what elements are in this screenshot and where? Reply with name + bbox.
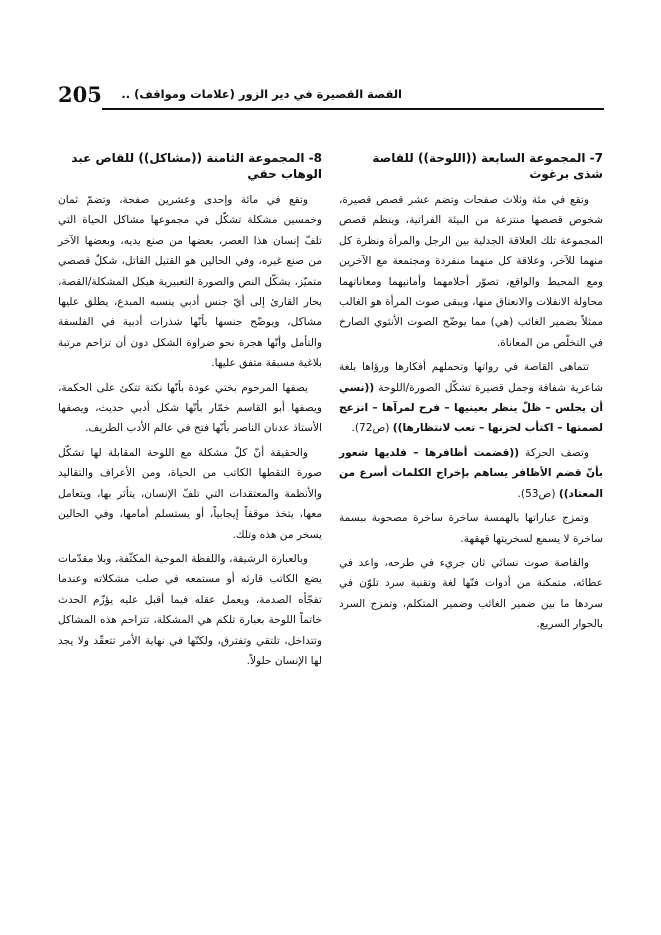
running-title: القصة القصيرة في دير الزور (علامات ومواقف) ..	[121, 87, 402, 101]
section-7-paragraph	[339, 443, 603, 504]
page-number: 205	[58, 82, 102, 107]
page-header	[58, 82, 604, 116]
section-7-paragraph: وتقع في مئة وثلاث صفحات وتضم عشر قصص قصيرة، شخوص قصصها منتزعة من البيئة الفراتية، وينظم قصص المجموعة تلك العلاقة الجدلية بين الرجل والمرأة ونظرة كل منهما للآخر، وعلاقة كل منهما منفردة ومجتمعة مع الآخرين ومع المحيط والواقع، تصوّر أحلامهما وأمانيهما ومعاناتهما محاولة الانفلات والانعتاق منها، ويبقى صوت المرأة هو الغالب ممثلاً بضمير الغائب (هي) مما يوضّح الصوت الأنثوي الصارخ في التخلّص من المعاناة.	[339, 194, 603, 349]
section-8-paragraph: يصفها المرحوم بختي عودة بأنّها نكتة تتكئ على الحكمة، ويصفها أبو القاسم خمّار بأنّها شكل أدبي حديث، ويصفها الأستاذ عدنان الناصر بأنّها فتح في عالم الأدب الطريف.	[58, 381, 322, 435]
quote-reference: (ص72).	[351, 422, 390, 435]
section-7-paragraph	[339, 357, 603, 439]
section-7-paragraph: وتمزج عباراتها بالهمسة ساخرة ساخرة مصحوبة ببسمة ساخرة لا يسمع لسخريتها قهقهة.	[339, 512, 603, 545]
section-8-paragraph: وبالعبارة الرشيقة، واللفظة الموحية المكثّفة، وبلا مقدّمات يضع الكاتب قارئه أو مستمعه في صلب مشكلاته وعندما تفجّأه الصدمة، ويعمل عقله فيما أقبل عليه يؤزّم الحدث خاتماً اللوحة بعبارة تلكم هي المشكلة، تتزاحم هذه المشاكل وتتداخل، تلتقي وتفترق، ولكنّها في نهاية الأمر تتعقّد ولا يجد لها الإنسان حلولاً.	[58, 552, 322, 667]
quote-reference: (ص53).	[517, 487, 556, 500]
left-column	[58, 150, 322, 675]
paragraph-text: وتصف الحركة	[525, 446, 589, 459]
quote-text: ((نسي أن يجلس – ظلّ ينظر بعينيها – فرح لمرآها – انزعج لصمتها – اكتأب لحزنها – تعب لانتظارها))	[339, 381, 603, 435]
paragraph-text: تتماهى القاصة في رواتها وتحملهم أفكارها ورؤاها بلغة شاعرية شفافة وجمل قصيرة تشكّل الصورة/اللوحة	[339, 361, 603, 394]
section-7-heading: 7- المجموعة السابعة ((اللوحة)) للقاصة شذى برغوث	[372, 151, 603, 181]
section-8-paragraph: وتقع في مائة وإحدى وعشرين صفحة، وتضمّ ثمان وخمسين مشكلة تشكّل في مجموعها مشاكل الحياة التي تلفّ إنسان هذا العصر، بعضها من صنع يديه، وبعضها الآخر من صنع غيره، وفي الحالين هو القتيل القاتل، شكلٌ قصصي متميّز، يشكّل النص والصورة التعبيرية هيكل المشكلة/القصة، يحار القارئ إلى أيّ جنس أدبي ينسبه المبدع، يطلق عليها مشاكل، ويوضّح جنسها بأنّها شذرات أدبية في الفلسفة والتأمل وأنّها هجرة نحو ضراوة الشكل دون أن تزاحم مرتبة بلاغية مسبقة متفق عليها.	[58, 194, 322, 370]
section-7-paragraph: والقاصة صوت نسائي ثان جريء في طرحه، واعد في عطائه، متمكنة من أدوات فنّها لغة وتقنية سرد تلوّن في سردها ما بين ضمير الغائب وضمير المتكلم، وتمزج السرد بالحوار السريع.	[339, 556, 603, 631]
right-column	[339, 150, 603, 639]
section-8-heading: 8- المجموعة الثامنة ((مشاكل)) للقاص عبد الوهاب حقي	[71, 151, 322, 181]
header-rule	[102, 108, 604, 110]
section-8-paragraph: والحقيقة أنّ كلّ مشكلة مع اللوحة المقابلة لها تشكّل صورة التقطها الكاتب من الحياة، ومن الأعراف والتقاليد والأنظمة والمعتقدات التي تلفّ الإنسان، يتأثر بها، ويتعامل معها، يتخذ موقفاً إيجابياً، أو يستسلم أمامها، وفي الحالين يسخر من هذه وتلك.	[58, 446, 322, 541]
quote-text: ((قضمت أظافرها – فلديها شعور بأنّ قضم الأظافر يساهم بإخراج الكلمات أسرع من المعتاد))	[339, 446, 603, 500]
